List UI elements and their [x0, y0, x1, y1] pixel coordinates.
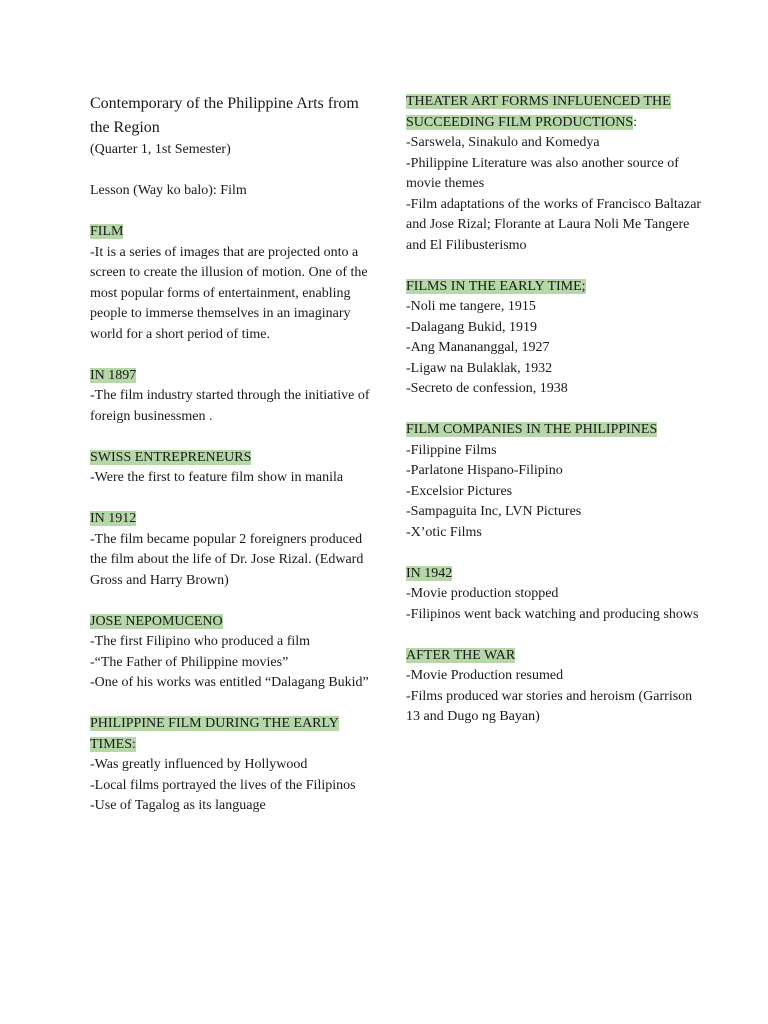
section-line: -Films produced war stories and heroism (Garrison 13 and Dugo ng Bayan)	[406, 688, 693, 724]
section-line: -Sarswela, Sinakulo and Komedya	[406, 135, 600, 150]
section-heading	[90, 366, 375, 387]
section-line: -Noli me tangere, 1915	[406, 299, 536, 314]
section-line: -The film became popular 2 foreigners produced the film about the life of Dr. Jose Rizal. (Edward Gross and Harry Brown)	[90, 531, 364, 588]
section-heading	[90, 509, 375, 530]
lesson-label: Lesson (Way ko balo): Film	[90, 183, 247, 198]
section-heading	[406, 92, 706, 133]
section-heading-text: FILM	[90, 224, 124, 239]
section-line: -Excelsior Pictures	[406, 483, 513, 499]
section-line: -Philippine Literature was also another source of movie themes	[406, 155, 679, 191]
section-swiss-entrepreneurs	[90, 448, 375, 489]
section-line: -It is a series of images that are projected onto a screen to create the illusion of motion. One of the most popular forms of entertainment, enabling people to immerse themselves in an imaginary world for a short period of time.	[90, 244, 368, 342]
section-heading-text: PHILIPPINE FILM DURING THE EARLY TIMES:	[90, 716, 339, 752]
section-heading-text: AFTER THE WAR	[406, 647, 516, 663]
section-heading-text: THEATER ART FORMS INFLUENCED THE SUCCEEDING FILM PRODUCTIONS	[406, 94, 671, 130]
section-line: -Parlatone Hispano-Filipino	[406, 463, 563, 478]
left-column	[90, 92, 375, 817]
section-heading	[90, 448, 375, 469]
section-heading	[406, 564, 706, 585]
section-line: -Ligaw na Bulaklak, 1932	[406, 360, 553, 376]
section-line: -Film adaptations of the works of Francisco Baltazar and Jose Rizal; Florante at Laura Noli Me Tangere and El Filibusterismo	[406, 196, 702, 253]
section-theater-art-forms	[406, 92, 706, 256]
section-line: -Were the first to feature film show in manila	[90, 470, 344, 485]
section-line: -Sampaguita Inc, LVN Pictures	[406, 504, 582, 519]
section-line: -X’otic Films	[406, 524, 482, 540]
section-films-early-time	[406, 277, 706, 400]
section-film-companies	[406, 420, 706, 543]
section-in-1912	[90, 509, 375, 591]
section-film	[90, 222, 375, 345]
section-line: -Movie Production resumed	[406, 668, 564, 683]
section-line: -Filipinos went back watching and producing shows	[406, 606, 699, 622]
section-line: -Was greatly influenced by Hollywood	[90, 757, 308, 772]
section-line: -Filippine Films	[406, 442, 497, 458]
section-line: -The first Filipino who produced a film	[90, 634, 311, 649]
section-line: -The film industry started through the initiative of foreign businessmen .	[90, 388, 370, 424]
section-heading-text: FILMS IN THE EARLY TIME;	[406, 278, 586, 294]
section-jose-nepomuceno	[90, 612, 375, 694]
section-line: -“The Father of Philippine movies”	[90, 654, 289, 670]
section-heading	[90, 714, 375, 755]
section-heading	[406, 277, 706, 298]
section-heading-text: IN 1897	[90, 367, 137, 383]
section-heading-text: JOSE NEPOMUCENO	[90, 613, 223, 629]
section-line: -Ang Manananggal, 1927	[406, 340, 550, 355]
section-line: -Movie production stopped	[406, 586, 559, 601]
section-heading	[406, 646, 706, 667]
section-heading-text: FILM COMPANIES IN THE PHILIPPINES	[406, 422, 658, 437]
section-line: -Dalagang Bukid, 1919	[406, 319, 538, 335]
section-heading-text: SWISS ENTREPRENEURS	[90, 449, 252, 465]
section-heading	[406, 420, 706, 441]
section-line: -One of his works was entitled “Dalagang Bukid”	[90, 675, 369, 690]
section-philippine-film-early-times	[90, 714, 375, 817]
document-title: Contemporary of the Philippine Arts from the Region	[90, 95, 359, 136]
section-line: -Use of Tagalog as its language	[90, 798, 266, 813]
section-heading-suffix: :	[633, 114, 638, 130]
section-after-the-war	[406, 646, 706, 728]
section-heading-text: IN 1912	[90, 511, 137, 526]
document-subtitle: (Quarter 1, 1st Semester)	[90, 142, 231, 157]
right-column	[406, 92, 706, 728]
section-heading	[90, 612, 375, 633]
section-in-1942	[406, 564, 706, 626]
section-heading	[90, 222, 375, 243]
section-line: -Local films portrayed the lives of the Filipinos	[90, 777, 356, 793]
section-heading-text: IN 1942	[406, 565, 453, 581]
section-in-1897	[90, 366, 375, 428]
section-line: -Secreto de confession, 1938	[406, 381, 568, 396]
